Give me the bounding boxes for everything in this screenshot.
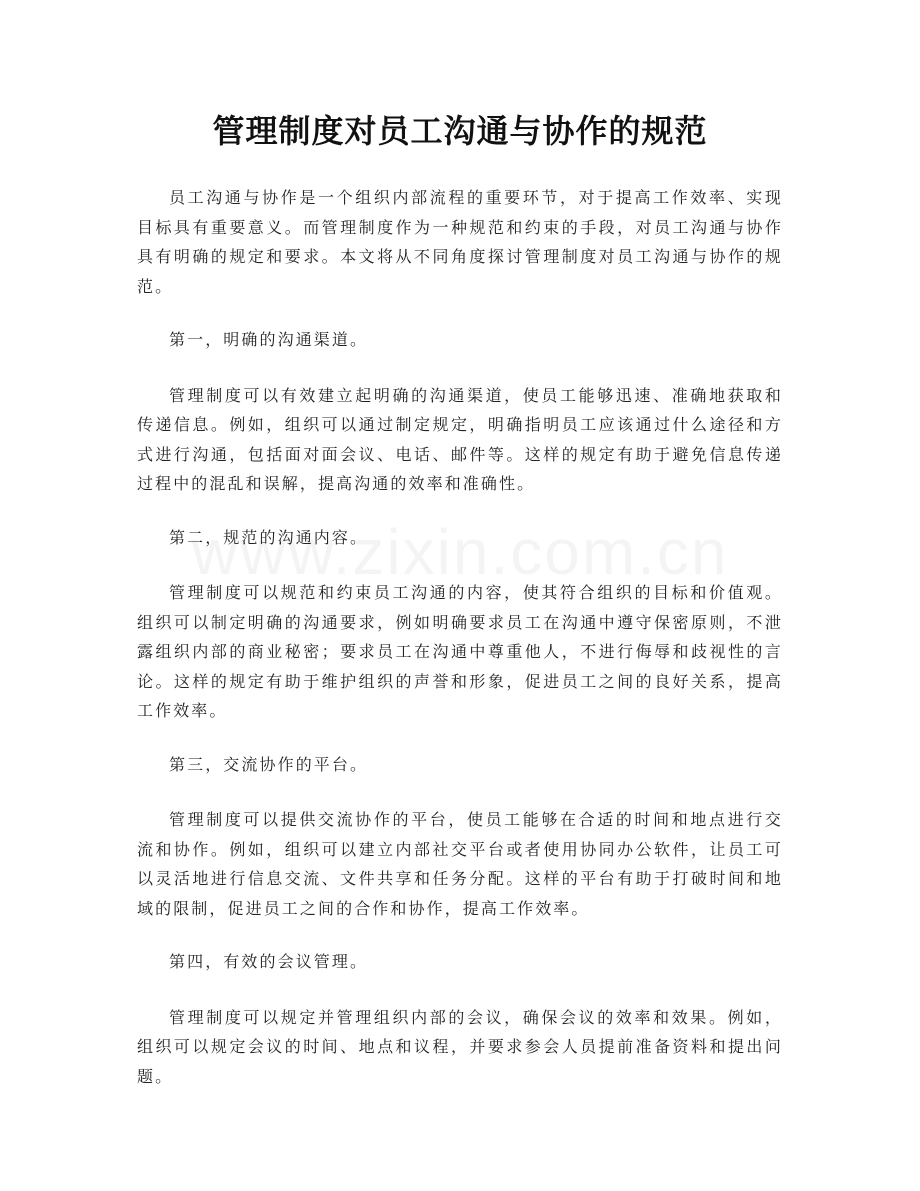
document-body (137, 183, 783, 1115)
document-title: 管理制度对员工沟通与协作的规范 (212, 112, 708, 150)
section-paragraph-3: 管理制度可以提供交流协作的平台，使员工能够在合适的时间和地点进行交流和协作。例如，组织可以建立内部社交平台或者使用协同办公软件，让员工可以灵活地进行信息交流、文件共享和任务分配。这样的平台有助于打破时间和地域的限制，促进员工之间的合作和协作，提高工作效率。 (137, 810, 783, 918)
section-heading-1: 第一，明确的沟通渠道。 (169, 330, 369, 349)
section-heading-4: 第四，有效的会议管理。 (169, 952, 369, 971)
section-paragraph-4: 管理制度可以规定并管理组织内部的会议，确保会议的效率和效果。例如，组织可以规定会议的时间、地点和议程，并要求参会人员提前准备资料和提出问题。 (137, 1007, 783, 1086)
intro-paragraph: 员工沟通与协作是一个组织内部流程的重要环节，对于提高工作效率、实现目标具有重要意义。而管理制度作为一种规范和约束的手段，对员工沟通与协作具有明确的规定和要求。本文将从不同角度探讨管理制度对员工沟通与协作的规范。 (137, 188, 783, 296)
section-heading-3: 第三，交流协作的平台。 (169, 754, 369, 774)
section-paragraph-1: 管理制度可以有效建立起明确的沟通渠道，使员工能够迅速、准确地获取和传递信息。例如，组织可以通过制定规定，明确指明员工应该通过什么途径和方式进行沟通，包括面对面会议、电话、邮件等。这样的规定有助于避免信息传递过程中的混乱和误解，提高沟通的效率和准确性。 (137, 385, 783, 493)
section-heading-2: 第二，规范的沟通内容。 (169, 527, 369, 547)
section-paragraph-2: 管理制度可以规范和约束员工沟通的内容，使其符合组织的目标和价值观。组织可以制定明确的沟通要求，例如明确要求员工在沟通中遵守保密原则，不泄露组织内部的商业秘密；要求员工在沟通中尊重他人，不进行侮辱和歧视性的言论。这样的规定有助于维护组织的声誉和形象，促进员工之间的良好关系，提高工作效率。 (137, 583, 783, 720)
